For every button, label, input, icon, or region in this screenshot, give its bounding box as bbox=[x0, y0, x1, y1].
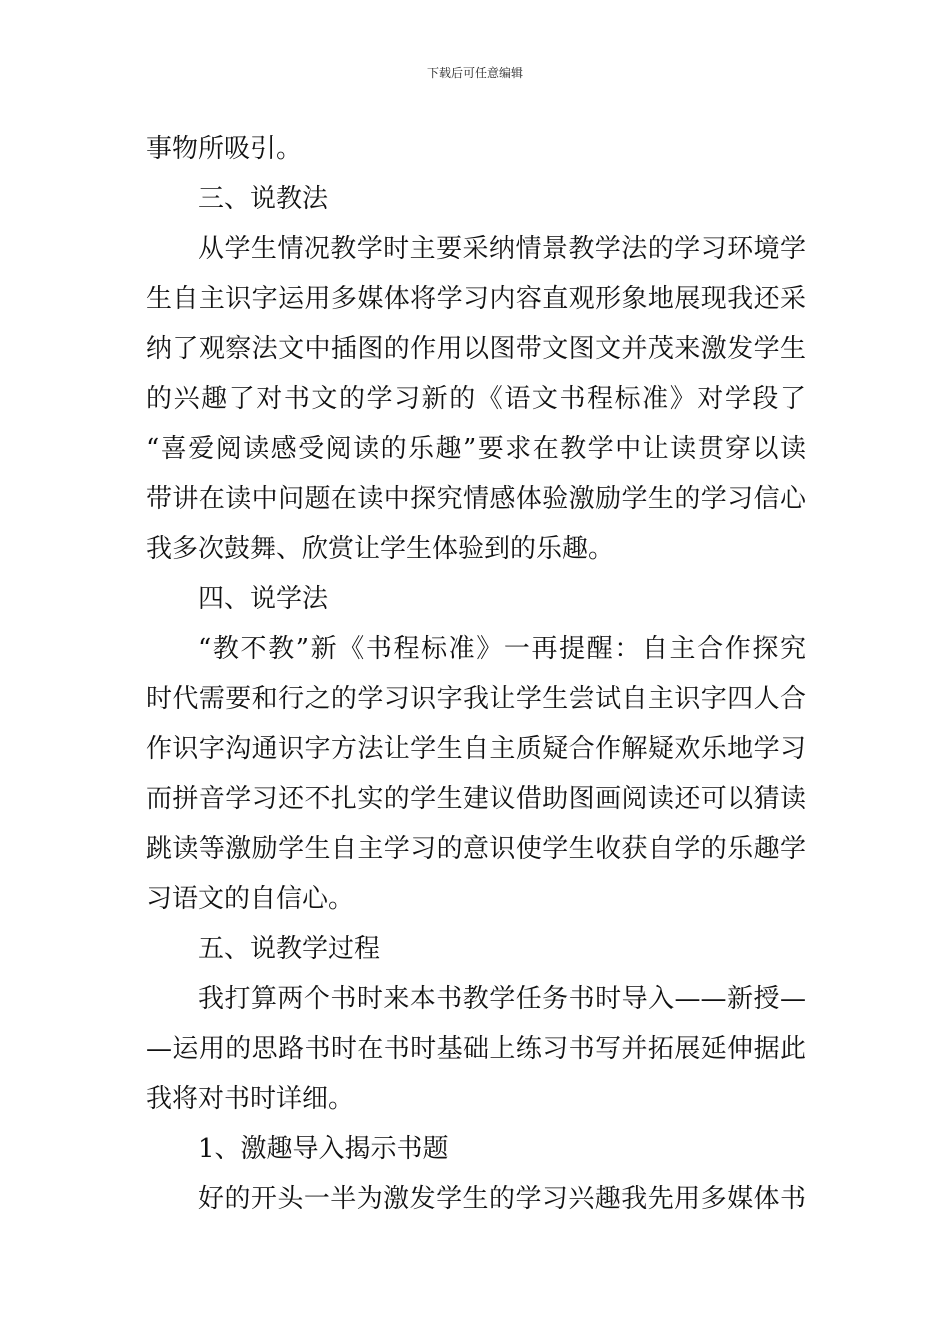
text-line: —运用的思路书时在书时基础上练习书写并拓展延伸据此 bbox=[146, 1034, 806, 1064]
text-line: 四、说学法 bbox=[198, 584, 329, 614]
text-line: 纳了观察法文中插图的作用以图带文图文并茂来激发学生 bbox=[146, 334, 806, 364]
text-line: 我将对书时详细。 bbox=[146, 1084, 355, 1114]
text-line: “教不教”新《书程标准》一再提醒：自主合作探究 bbox=[198, 634, 806, 664]
text-line: 而拼音学习还不扎实的学生建议借助图画阅读还可以猜读 bbox=[146, 784, 806, 814]
text-line: 跳读等激励学生自主学习的意识使学生收获自学的乐趣学 bbox=[146, 834, 806, 864]
text-line: 生自主识字运用多媒体将学习内容直观形象地展现我还采 bbox=[146, 284, 806, 314]
text-line: 事物所吸引。 bbox=[146, 134, 303, 164]
text-line: “喜爱阅读感受阅读的乐趣”要求在教学中让读贯穿以读 bbox=[146, 434, 806, 464]
text-line: 五、说教学过程 bbox=[198, 934, 381, 964]
text-line: 带讲在读中问题在读中探究情感体验激励学生的学习信心 bbox=[146, 484, 806, 514]
text-line: 我打算两个书时来本书教学任务书时导入——新授— bbox=[198, 984, 806, 1014]
page-header: 下载后可任意编辑 bbox=[426, 66, 523, 80]
text-line: 的兴趣了对书文的学习新的《语文书程标准》对学段了 bbox=[146, 384, 806, 414]
text-line: 我多次鼓舞、欣赏让学生体验到的乐趣。 bbox=[146, 534, 615, 564]
text-line: 三、说教法 bbox=[198, 184, 329, 214]
text-line: 时代需要和行之的学习识字我让学生尝试自主识字四人合 bbox=[146, 684, 806, 714]
text-line: 好的开头一半为激发学生的学习兴趣我先用多媒体书 bbox=[198, 1184, 806, 1214]
text-line: 从学生情况教学时主要采纳情景教学法的学习环境学 bbox=[198, 234, 806, 264]
text-line: 习语文的自信心。 bbox=[146, 884, 355, 914]
text-line: 作识字沟通识字方法让学生自主质疑合作解疑欢乐地学习 bbox=[146, 734, 806, 764]
document-body bbox=[146, 124, 806, 1224]
text-line: 1、激趣导入揭示书题 bbox=[198, 1134, 449, 1164]
